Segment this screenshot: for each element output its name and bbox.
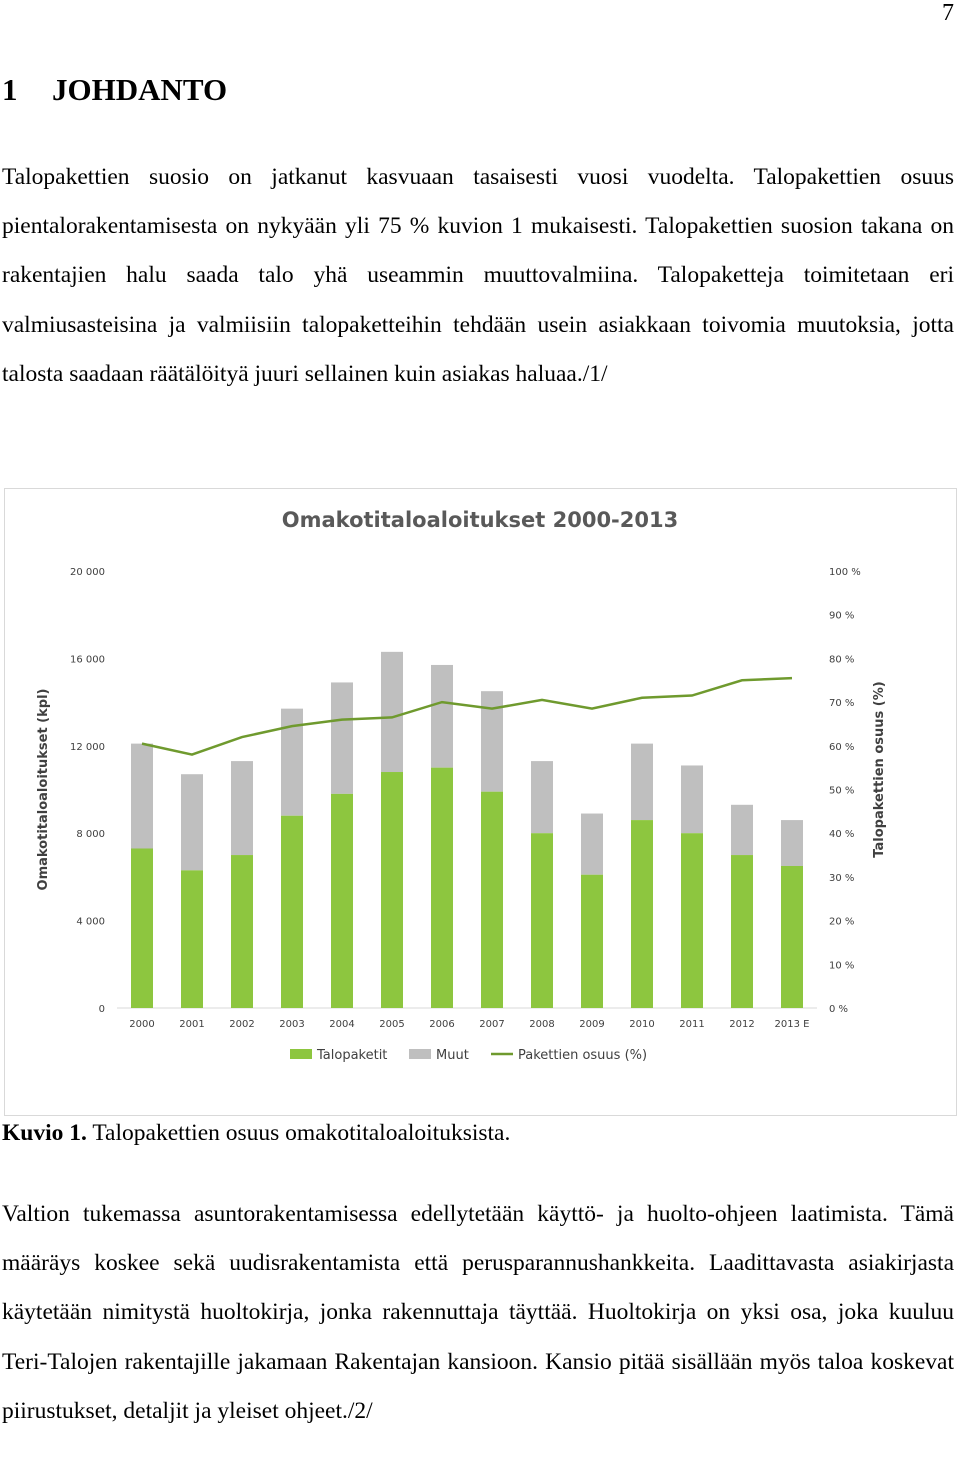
y2-tick-label: 100 % xyxy=(829,567,861,578)
legend-swatch-muut xyxy=(409,1049,431,1059)
bar-talopaketit xyxy=(431,768,453,1008)
x-tick-label: 2012 xyxy=(729,1019,755,1030)
line-pakettien-osuus xyxy=(142,678,792,754)
bar-talopaketit xyxy=(681,833,703,1008)
x-tick-label: 2000 xyxy=(129,1019,155,1030)
chart-title: Omakotitaloaloitukset 2000-2013 xyxy=(281,508,679,532)
y-axis-title: Omakotitaloaloitukset (kpl) xyxy=(36,688,51,891)
x-tick-label: 2002 xyxy=(229,1019,255,1030)
y-tick-label: 0 xyxy=(98,1004,105,1015)
chart-svg xyxy=(5,489,956,1115)
bar-muut xyxy=(731,805,753,855)
y-tick-label: 20 000 xyxy=(70,567,105,578)
caption-label: Kuvio 1. xyxy=(2,1120,87,1146)
section-heading xyxy=(2,72,227,108)
y-tick-label: 12 000 xyxy=(70,741,105,753)
x-tick-label: 2003 xyxy=(279,1019,305,1030)
x-tick-label: 2008 xyxy=(529,1019,555,1030)
bar-muut xyxy=(581,814,603,875)
x-tick-label: 2005 xyxy=(379,1019,405,1030)
bar-muut xyxy=(381,652,403,772)
x-tick-label: 2004 xyxy=(329,1019,355,1030)
bar-muut xyxy=(531,761,553,833)
bar-talopaketit xyxy=(131,848,153,1008)
bar-talopaketit xyxy=(181,870,203,1008)
x-tick-label: 2011 xyxy=(679,1019,705,1030)
y-tick-label: 8 000 xyxy=(76,829,105,841)
y2-tick-label: 60 % xyxy=(829,741,855,753)
figure-caption xyxy=(2,1120,510,1147)
legend-label-osuus: Pakettien osuus (%) xyxy=(518,1048,648,1063)
bar-muut xyxy=(431,665,453,768)
legend-swatch-talopaketit xyxy=(290,1049,312,1059)
bar-talopaketit xyxy=(281,816,303,1008)
bar-muut xyxy=(781,820,803,866)
x-tick-label: 2013 E xyxy=(774,1019,810,1030)
bar-talopaketit xyxy=(481,792,503,1008)
x-tick-label: 2006 xyxy=(429,1019,455,1030)
y2-tick-label: 70 % xyxy=(829,698,855,710)
bar-muut xyxy=(681,765,703,833)
bar-talopaketit xyxy=(781,866,803,1008)
bar-talopaketit xyxy=(331,794,353,1008)
y2-tick-label: 40 % xyxy=(829,829,855,841)
bar-muut xyxy=(131,744,153,849)
y2-tick-label: 30 % xyxy=(829,872,855,884)
intro-paragraph: Talopakettien suosio on jatkanut kasvuaan tasaisesti vuosi vuodelta. Talopakettien osuus pientalorakentamisesta on nykyään yli 75 % kuvion 1 mukaisesti. Talopakettien suosion takana on rakentajien halu saada talo yhä useammin muuttovalmiina. Talopaketteja toimitetaan eri valmiusasteisina ja valmiisiin talopaketteihin tehdään usein asiakkaan toivomia muutoksia, jotta talosta saadaan räätälöityä juuri sellainen kuin asiakas haluaa./1/ xyxy=(2,164,954,387)
bar-talopaketit xyxy=(231,855,253,1008)
bar-talopaketit xyxy=(631,820,653,1008)
y2-tick-label: 0 % xyxy=(829,1004,849,1015)
y2-tick-label: 80 % xyxy=(829,654,855,666)
y2-tick-label: 50 % xyxy=(829,785,855,797)
figure-chart xyxy=(4,488,957,1116)
x-tick-label: 2001 xyxy=(179,1019,205,1030)
bar-muut xyxy=(631,744,653,820)
legend-label-muut: Muut xyxy=(436,1048,469,1063)
y-tick-label: 4 000 xyxy=(76,916,105,928)
x-tick-label: 2010 xyxy=(629,1019,655,1030)
bar-talopaketit xyxy=(381,772,403,1008)
caption-text: Talopakettien osuus omakotitaloaloituksista. xyxy=(86,1120,511,1146)
page-number: 7 xyxy=(942,0,954,26)
y2-tick-label: 10 % xyxy=(829,960,855,972)
y2-tick-label: 20 % xyxy=(829,916,855,928)
section-title: JOHDANTO xyxy=(52,72,228,107)
y2-tick-label: 90 % xyxy=(829,610,855,622)
bar-muut xyxy=(331,682,353,793)
section-number: 1 xyxy=(2,72,18,107)
bar-talopaketit xyxy=(581,875,603,1008)
bar-talopaketit xyxy=(731,855,753,1008)
body-paragraph: Valtion tukemassa asuntorakentamisessa edellytetään käyttö- ja huolto-ohjeen laatimista. Tämä määräys koskee sekä uudisrakentamista että perusparannushankkeita. Laadittavasta asiakirjasta käytetään nimitystä huoltokirja, jonka rakennuttaja täyttää. Huoltokirja on yksi osa, joka kuuluu Teri-Talojen rakentajille jakamaan Rakentajan kansioon. Kansio pitää sisällään myös taloa koskevat piirustukset, detaljit ja yleiset ohjeet./2/ xyxy=(2,1201,954,1424)
bar-muut xyxy=(181,774,203,870)
bar-talopaketit xyxy=(531,833,553,1008)
legend-label-talopaketit: Talopaketit xyxy=(317,1048,388,1063)
bar-muut xyxy=(231,761,253,855)
x-tick-label: 2007 xyxy=(479,1019,505,1030)
y-tick-label: 16 000 xyxy=(70,654,105,666)
x-tick-label: 2009 xyxy=(579,1019,605,1030)
y2-axis-title: Talopakettien osuus (%) xyxy=(872,681,887,858)
